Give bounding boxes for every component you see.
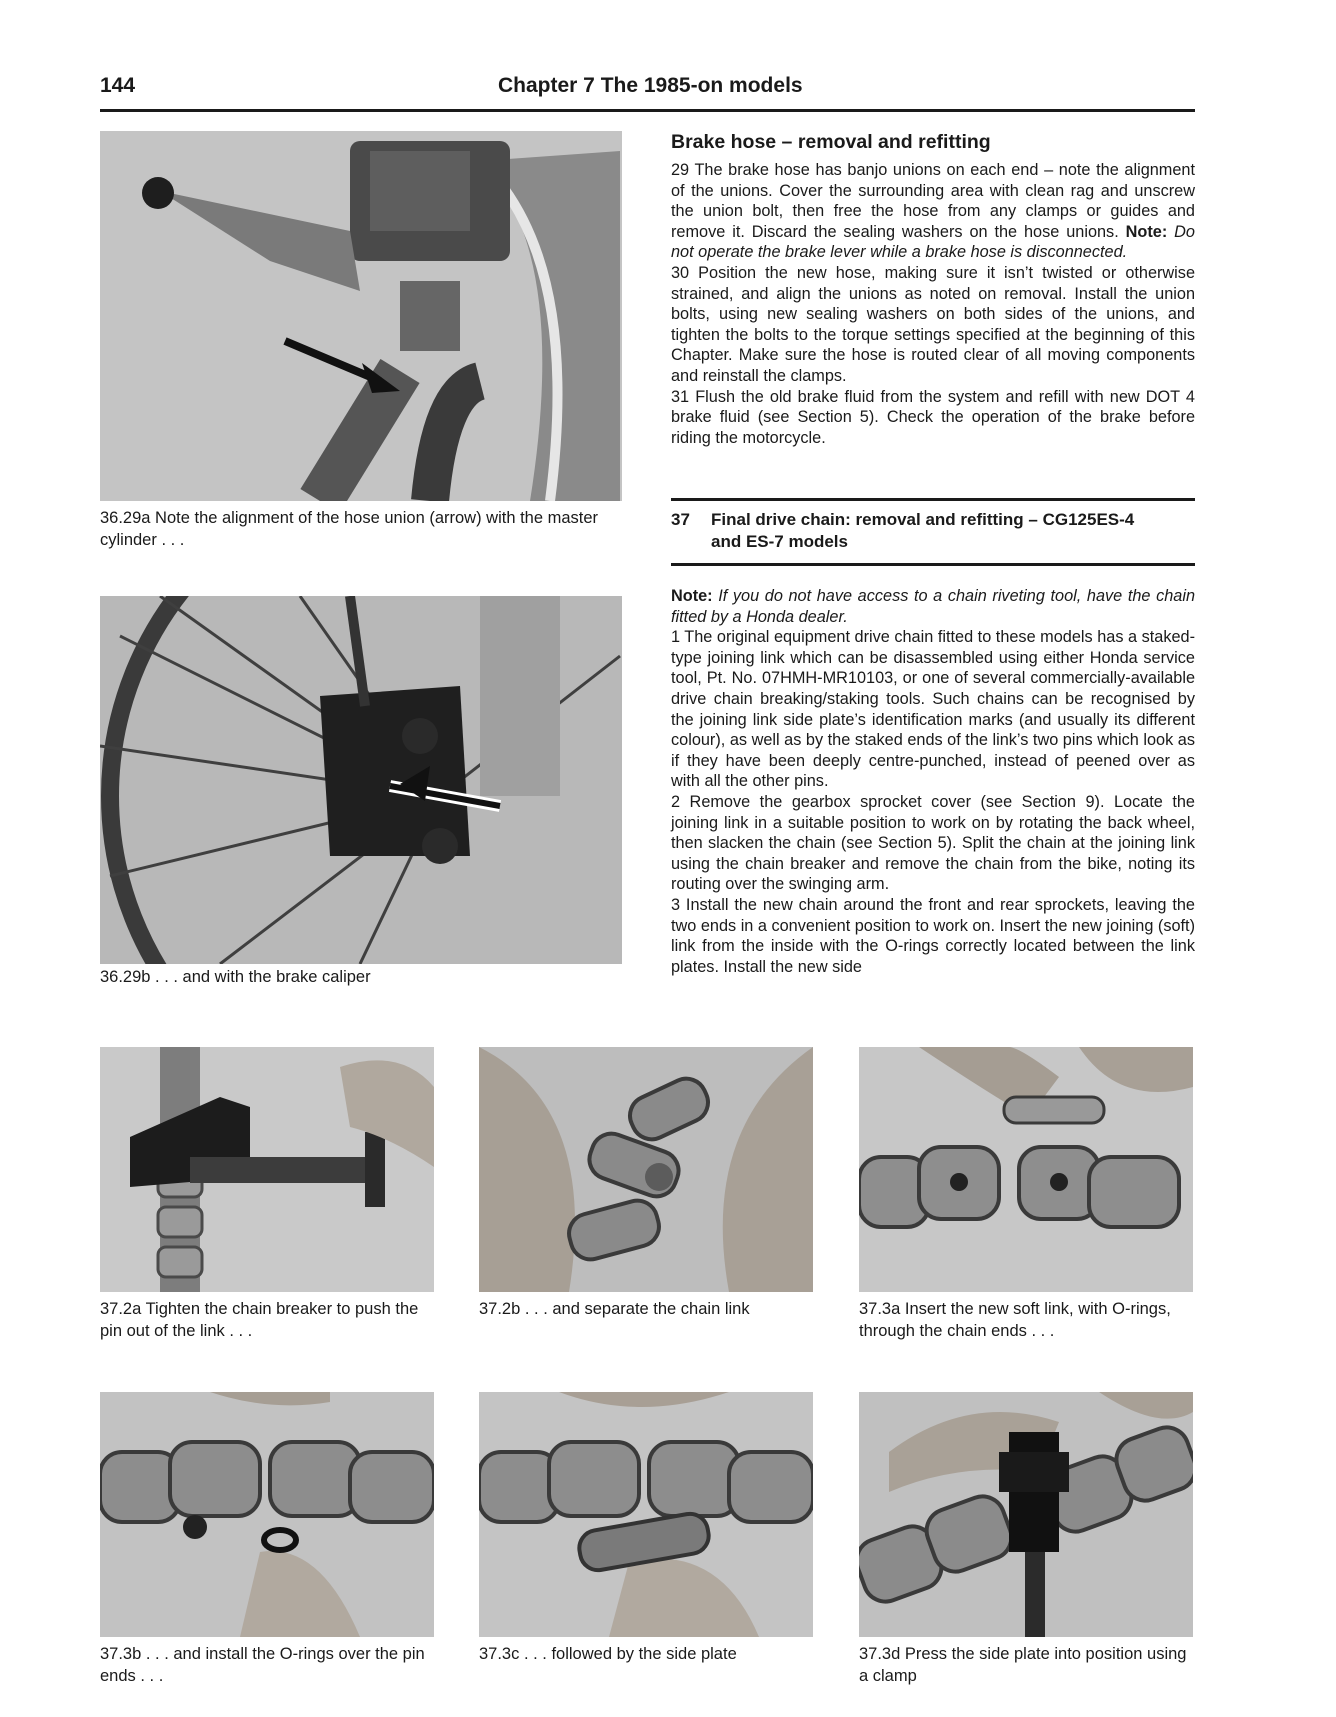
figure-caption: 36.29a Note the alignment of the hose union (arrow) with the master cylinder . . . (100, 509, 599, 549)
brake-hose-text (671, 160, 1195, 448)
section-title: Final drive chain: removal and refitting – CG125ES-4 and ES-7 models (711, 510, 1135, 551)
figure-caption: 37.3a Insert the new soft link, with O-rings, through the chain ends . . . (859, 1300, 1171, 1340)
section-heading: Brake hose – removal and refitting (671, 131, 991, 153)
photo-insert-soft-link (859, 1047, 1193, 1292)
section-number: 37 (671, 510, 690, 529)
figure-caption: 37.3b . . . and install the O-rings over the pin ends . . . (100, 1645, 425, 1685)
section-37-text (671, 586, 1195, 977)
figure-caption: 37.3c . . . followed by the side plate (479, 1645, 737, 1663)
section-note (671, 586, 1195, 627)
paragraph-2: 2 Remove the gearbox sprocket cover (see Section 9). Locate the joining link in a suitable position to work on by rotating the back wheel, then slacken the chain (see Section 5). Split the chain at the joining link using the chain breaker and remove the chain from the bike, noting its routing over the swinging arm. (671, 792, 1195, 894)
photo-master-cylinder (100, 131, 622, 501)
photo-chain-breaker (100, 1047, 434, 1292)
section-rule-top (671, 498, 1195, 501)
paragraph-30: 30 Position the new hose, making sure it isn’t twisted or otherwise strained, and align the unions as noted on removal. Install the union bolts, using new sealing washers on both sides of the unions, and tighten the bolts to the torque settings specified at the beginning of this Chapter. Make sure the hose is routed clear of all moving components and reinstall the clamps. (671, 263, 1195, 385)
note-label: Note: (1125, 222, 1168, 241)
header-rule (100, 109, 1195, 112)
section-37-heading (671, 509, 1195, 555)
figure-caption: 37.2a Tighten the chain breaker to push the pin out of the link . . . (100, 1300, 419, 1340)
figure-caption: 36.29b . . . and with the brake caliper (100, 968, 371, 986)
chapter-title: Chapter 7 The 1985-on models (498, 74, 803, 97)
figure-caption: 37.2b . . . and separate the chain link (479, 1300, 750, 1318)
note-text: Do not operate the brake lever while a brake hose is disconnected. (671, 222, 1195, 262)
photo-separate-chain (479, 1047, 813, 1292)
paragraph-1: 1 The original equipment drive chain fitted to these models has a staked-type joining link which can be disassembled using either Honda service tool, Pt. No. 07HMH-MR10103, or one of several commercially-available drive chain breaking/staking tools. Such chains can be recognised by the joining link side plate’s identification marks (and usually its different colour), as well as by the staked ends of the link’s two pins which look as if they have been deeply centre-punched, instead of peened over as with all the other pins. (671, 628, 1195, 791)
page-number: 144 (100, 74, 136, 97)
figure-caption: 37.3d Press the side plate into position using a clamp (859, 1645, 1187, 1685)
note-text: If you do not have access to a chain riveting tool, have the chain fitted by a Honda dealer. (671, 587, 1195, 626)
paragraph-3: 3 Install the new chain around the front and rear sprockets, leaving the two ends in a convenient position to work on. Insert the new joining (soft) link from the inside with the O-rings correctly located between the link plates. Install the new side (671, 895, 1196, 976)
paragraph-31: 31 Flush the old brake fluid from the system and refill with new DOT 4 brake fluid (see Section 5). Check the operation of the brake before riding the motorcycle. (671, 387, 1195, 447)
photo-press-side-plate (859, 1392, 1193, 1637)
photo-install-o-rings (100, 1392, 434, 1637)
photo-side-plate (479, 1392, 813, 1637)
note-label: Note: (671, 587, 713, 605)
photo-brake-caliper (100, 596, 622, 964)
paragraph-29: 29 The brake hose has banjo unions on each end – note the alignment of the unions. Cover the surrounding area with clean rag and unscrew the union bolt, then free the hose from any clamps or guides and remove it. Discard the sealing washers on the hose unions. Note: Do not operate the brake lever while a brake hose is disconnected. (671, 161, 1195, 262)
section-rule-bottom (671, 563, 1195, 566)
